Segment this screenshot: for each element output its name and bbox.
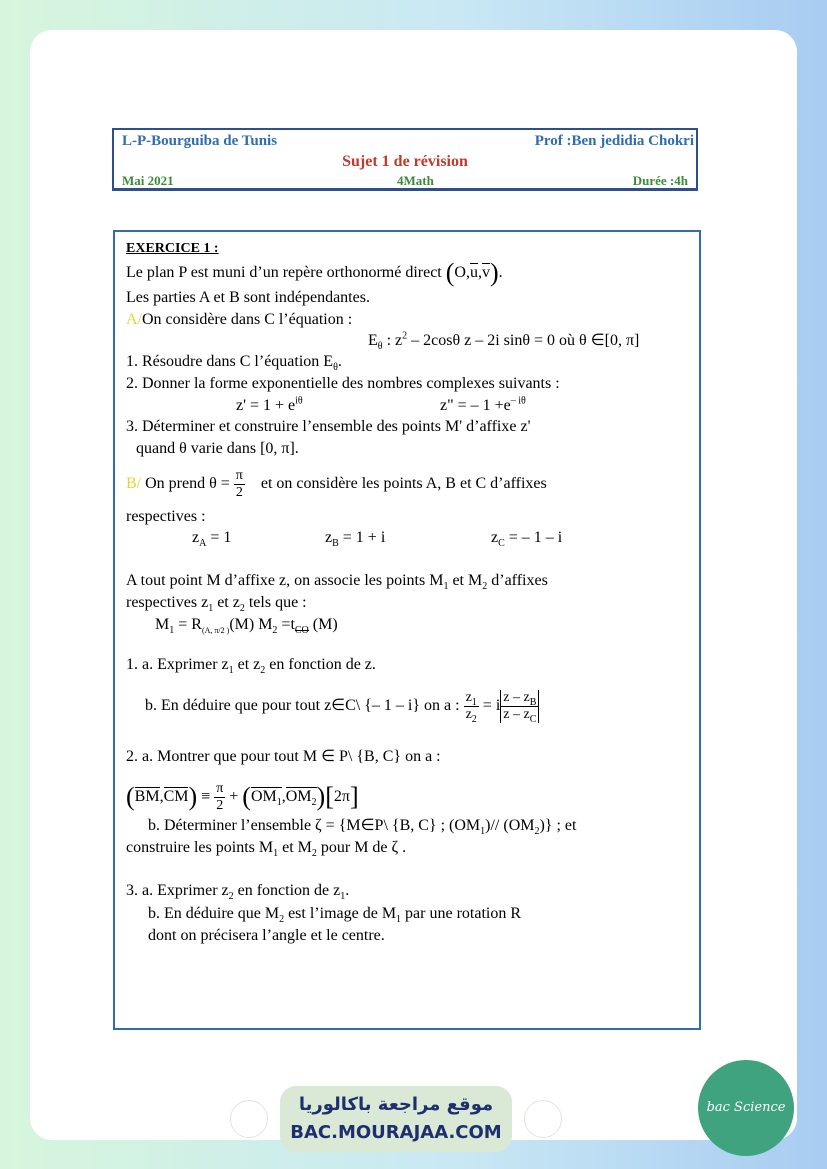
- question-b3c: dont on précisera l’angle et le centre.: [148, 927, 385, 944]
- affix-b: $z_B = 1 + i$: [325, 529, 386, 550]
- fraction-angle: $\frac{\pi}{2}$: [216, 781, 224, 813]
- document-title: Sujet 1 de révision: [342, 153, 468, 170]
- site-name-arabic: موقع مراجعة باكالوريا: [298, 1094, 494, 1115]
- exam-level: 4Math: [397, 173, 434, 188]
- complex-z-second: z" = – $1 +e^{- i\theta}$: [440, 395, 526, 414]
- question-a3: 3. Déterminer et construire l’ensemble des points M' d’affixe z': [126, 418, 531, 435]
- intro-line-1: Le plan P est muni d’un repère orthonormé direct (O,u,v).: [126, 258, 503, 287]
- question-b3a: 3. a. Exprimer $z_2$ en fonction de $z_1$.: [126, 882, 350, 903]
- question-a3-cont: quand θ varie dans [0, π].: [136, 440, 299, 457]
- question-b2b: b. Déterminer l’ensemble ζ = {M∈P\ {B, C} ; $(OM_1)//$ $(OM_2)$} ; et: [148, 817, 577, 838]
- question-b1a: 1. a. Exprimer $z_1$ et $z_2$ en fonction de z.: [126, 656, 376, 677]
- affix-a: $z_A = 1$: [192, 529, 232, 550]
- part-b-label: B/: [126, 475, 142, 493]
- site-logo-right: [524, 1100, 562, 1138]
- intro-line-2: Les parties A et B sont indépendantes.: [126, 289, 370, 306]
- prof-name: Prof :Ben jedidia Chokri: [534, 133, 694, 149]
- part-a-label: A/: [126, 311, 142, 328]
- site-url: BAC.MOURAJAA.COM: [290, 1122, 502, 1143]
- vector-u: u: [469, 264, 478, 281]
- affix-c: $z_C$ = – 1 – i: [491, 529, 563, 550]
- complex-z-prime: $z' = 1 + e^{i\theta}$: [236, 395, 303, 414]
- school-name: L-P-Bourguiba de Tunis: [122, 133, 278, 149]
- part-b-line: B/ On prend θ = $\frac{\pi}{2}$ et on considère les points A, B et C d’affixes: [126, 468, 547, 500]
- angle-relation: (BM,CM) ≡ $\frac{\pi}{2}$ + $(OM_1,OM_2)[2\pi]$: [126, 781, 359, 813]
- question-a1: 1. Résoudre dans C l’équation $E_\theta$.: [126, 353, 342, 374]
- question-b2b-cont: construire les points $M_1$ et $M_2$ pour M de ζ .: [126, 839, 407, 860]
- exam-duration: Durée :4h: [632, 173, 688, 188]
- exercise-heading: EXERCICE 1 :: [126, 241, 219, 256]
- fraction-z1-z2: $\frac{z_1}{z_2}$: [465, 690, 477, 725]
- question-b3b: b. En déduire que $M_2$ est l’image de $M_1$ par une rotation R: [148, 905, 522, 926]
- vector-v: v: [481, 264, 490, 281]
- equation-line: $E_\theta$ : $z^2 - 2\cos\theta$ z – 2i sinθ = 0 où θ ∈[0, π]: [368, 330, 640, 353]
- exam-date: Mai 2021: [122, 173, 174, 188]
- bac-science-badge: bac Science: [698, 1060, 794, 1156]
- association-line-2: respectives $z_1$ et $z_2$ tels que :: [126, 594, 307, 615]
- question-a2: 2. Donner la forme exponentielle des nombres complexes suivants :: [126, 375, 560, 392]
- association-line-1: A tout point M d’affixe z, on associe les points $M_1$ et $M_2$ d’affixes: [126, 572, 548, 593]
- vector-om2: $OM_2$: [285, 788, 317, 809]
- part-a-line: A/On considère dans C l’équation :: [126, 311, 353, 328]
- transformations-line: $M_1 = R_{(A, \pi/2 )}(M)$ $M_2 =t_{CO}$ (M): [155, 616, 338, 637]
- document-header: [112, 128, 698, 191]
- vector-cm: CM: [163, 788, 189, 806]
- question-b1b: b. En déduire que pour tout z∈C\ {– 1 – i} on a : $\frac{z_1}{z_2}$ = i $\frac{z - z_B}{z - z_C}$: [145, 690, 539, 723]
- site-logo-left: [230, 1100, 268, 1138]
- vector-om1: $OM_1$: [250, 788, 282, 809]
- fraction-pi-over-2: $\frac{\pi}{2}$: [235, 468, 243, 500]
- respectives-label: respectives :: [126, 508, 206, 525]
- fraction-zb-zc: $\frac{z - z_B}{z - z_C}$: [500, 690, 539, 723]
- question-b2a: 2. a. Montrer que pour tout M ∈ P\ {B, C} on a :: [126, 748, 441, 765]
- vector-bm: BM: [134, 788, 160, 806]
- site-footer-link[interactable]: [280, 1086, 512, 1152]
